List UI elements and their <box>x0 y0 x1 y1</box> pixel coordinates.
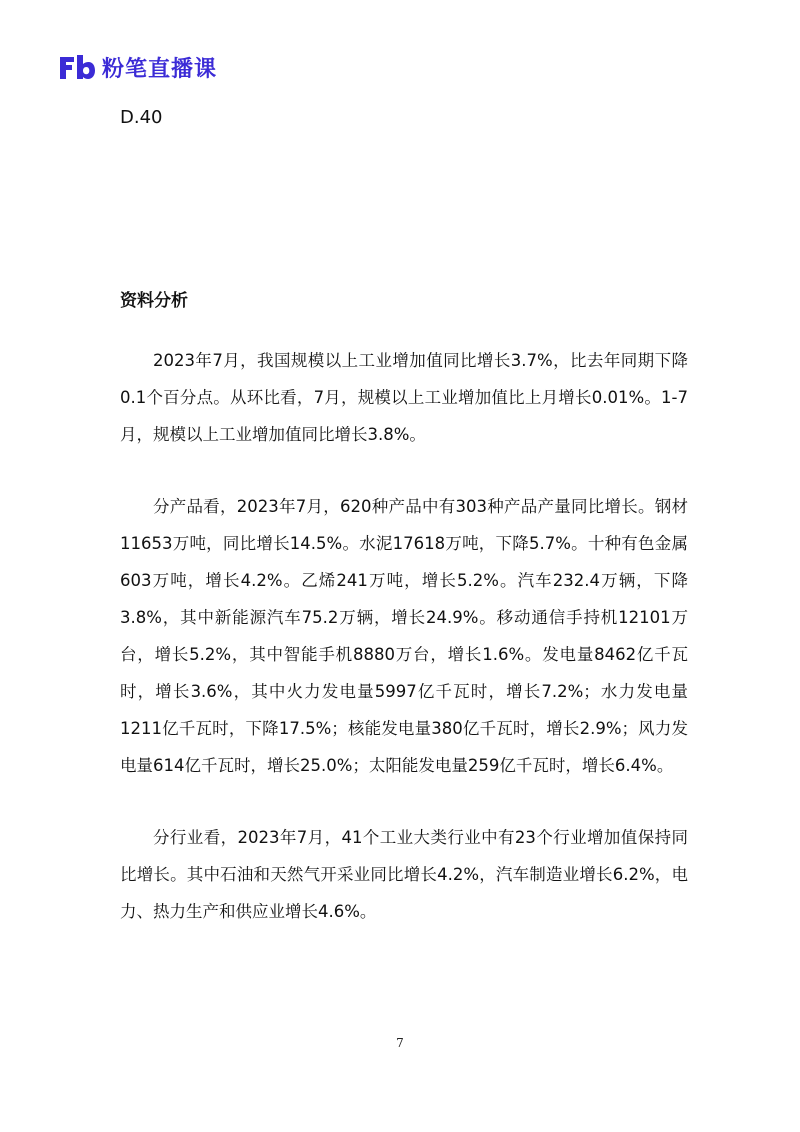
brand-header <box>58 52 217 82</box>
page-number: 7 <box>396 1036 404 1050</box>
section-title: 资料分析 <box>120 291 188 311</box>
fenbi-logo-icon <box>58 53 96 81</box>
analysis-body <box>120 342 688 965</box>
answer-option-d: D.40 <box>120 107 163 128</box>
paragraph-by-industry: 分行业看，2023年7月，41个工业大类行业中有23个行业增加值保持同比增长。其中石油和天然气开采业同比增长4.2%，汽车制造业增长6.2%，电力、热力生产和供应业增长4.6%。 <box>120 828 688 921</box>
paragraph-overview: 2023年7月，我国规模以上工业增加值同比增长3.7%，比去年同期下降0.1个百分点。从环比看，7月，规模以上工业增加值比上月增长0.01%。1-7月，规模以上工业增加值同比增长3.8%。 <box>120 351 688 444</box>
paragraph-by-product: 分产品看，2023年7月，620种产品中有303种产品产量同比增长。钢材11653万吨，同比增长14.5%。水泥17618万吨，下降5.7%。十种有色金属603万吨，增长4.2%。乙烯241万吨，增长5.2%。汽车232.4万辆，下降3.8%，其中新能源汽车75.2万辆，增长24.9%。移动通信手持机12101万台，增长5.2%，其中智能手机8880万台，增长1.6%。发电量8462亿千瓦时，增长3.6%，其中火力发电量5997亿千瓦时，增长7.2%；水力发电量1211亿千瓦时，下降17.5%；核能发电量380亿千瓦时，增长2.9%；风力发电量614亿千瓦时，增长25.0%；太阳能发电量259亿千瓦时，增长6.4%。 <box>120 497 688 775</box>
brand-name: 粉笔直播课 <box>102 56 218 82</box>
